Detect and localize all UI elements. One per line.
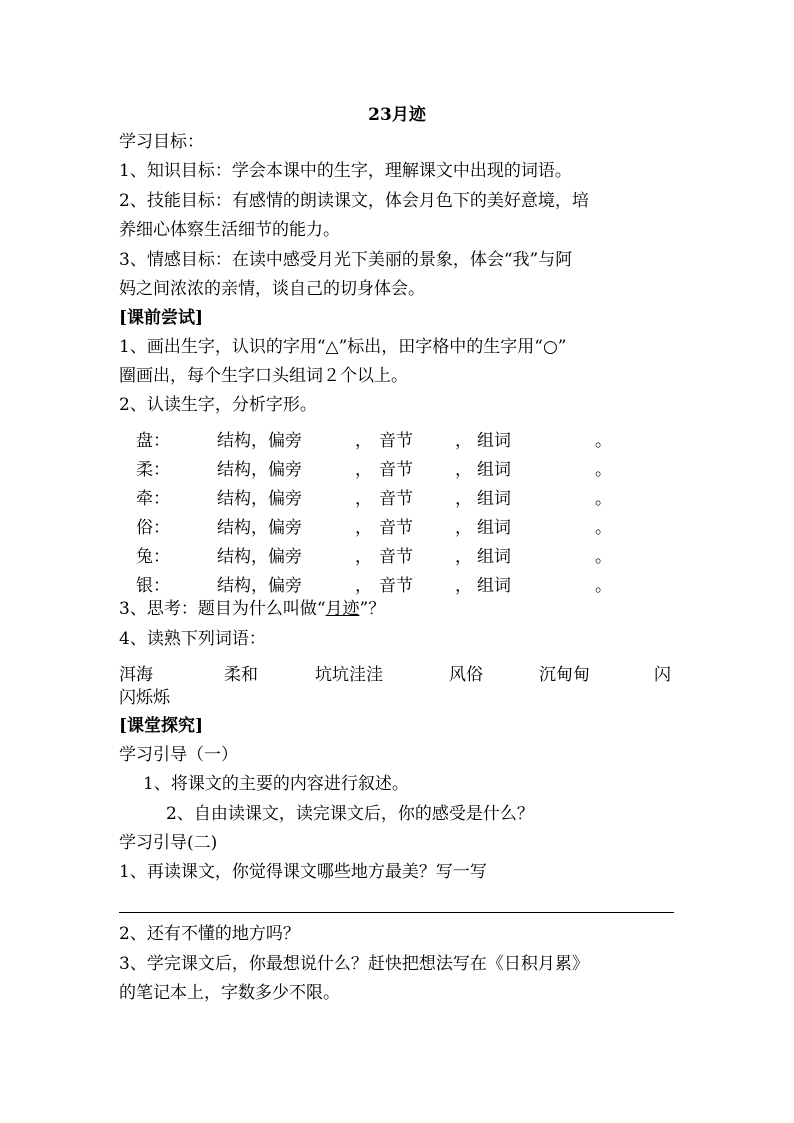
objective-emotion-line1: 3、情感目标：在读中感受月光下美丽的景象，体会“我”与阿 — [119, 250, 573, 270]
structure-field: 结构，偏旁 — [217, 547, 302, 567]
row-end-mark: 。 — [595, 518, 612, 538]
vocab-word: 闪 — [654, 665, 671, 685]
separator: ， — [455, 576, 472, 596]
separator: ， — [455, 489, 472, 509]
objectives-heading: 学习目标： — [119, 132, 204, 152]
sound-field: 音节 — [379, 460, 413, 480]
vocab-word: 沉甸甸 — [539, 665, 590, 685]
answer-line — [119, 912, 674, 913]
pre-class-task3 — [119, 601, 385, 618]
sound-field: 音节 — [379, 489, 413, 509]
row-end-mark: 。 — [595, 489, 612, 509]
task3-underlined-title: 月迹 — [325, 599, 360, 619]
row-end-mark: 。 — [595, 431, 612, 451]
words-field: 组词 — [477, 518, 511, 538]
vocab-word: 柔和 — [224, 665, 258, 685]
pre-class-task4: 4、读熟下列词语： — [119, 629, 266, 649]
objective-knowledge: 1、知识目标：学会本课中的生字，理解课文中出现的词语。 — [119, 161, 572, 181]
char-label: 柔： — [136, 460, 170, 480]
separator: ， — [355, 576, 372, 596]
guide2-item1: 1、再读课文，你觉得课文哪些地方最美？写一写 — [119, 862, 487, 882]
pre-class-task2: 2、认读生字，分析字形。 — [119, 395, 317, 415]
pre-class-task1-line1: 1、画出生字，认识的字用“△”标出，田字格中的生字用“○” — [119, 337, 567, 357]
separator: ， — [355, 518, 372, 538]
structure-field: 结构，偏旁 — [217, 431, 302, 451]
vocabulary-list — [119, 660, 674, 685]
row-end-mark: 。 — [595, 460, 612, 480]
pre-class-heading: [课前尝试] — [119, 308, 204, 328]
separator: ， — [355, 547, 372, 567]
words-field: 组词 — [477, 576, 511, 596]
separator: ， — [355, 431, 372, 451]
lesson-title: 23月迹 — [368, 105, 426, 125]
vocab-word-continued: 闪烁烁 — [119, 688, 170, 708]
guide1-item1: 1、将课文的主要的内容进行叙述。 — [143, 774, 409, 794]
objective-skill-line2: 养细心体察生活细节的能力。 — [119, 220, 340, 240]
words-field: 组词 — [477, 460, 511, 480]
words-field: 组词 — [477, 547, 511, 567]
vocab-word: 风俗 — [449, 665, 483, 685]
separator: ， — [455, 518, 472, 538]
structure-field: 结构，偏旁 — [217, 460, 302, 480]
structure-field: 结构，偏旁 — [217, 489, 302, 509]
separator: ， — [355, 489, 372, 509]
objective-skill-line1: 2、技能目标：有感情的朗读课文，体会月色下的美好意境，培 — [119, 191, 589, 211]
guide2-item3-line2: 的笔记本上，字数多少不限。 — [119, 983, 340, 1003]
row-end-mark: 。 — [595, 576, 612, 596]
guide1-item2: 2、自由读课文，读完课文后，你的感受是什么？ — [166, 804, 534, 824]
sound-field: 音节 — [379, 547, 413, 567]
sound-field: 音节 — [379, 576, 413, 596]
vocab-word: 坑坑洼洼 — [315, 665, 383, 685]
in-class-heading: [课堂探究] — [119, 716, 204, 736]
vocab-word: 洱海 — [119, 665, 153, 685]
char-label: 盘： — [136, 431, 170, 451]
char-label: 银： — [136, 576, 170, 596]
char-label: 牵： — [136, 489, 170, 509]
separator: ， — [455, 431, 472, 451]
objective-emotion-line2: 妈之间浓浓的亲情，谈自己的切身体会。 — [119, 279, 425, 299]
guide2-heading: 学习引导(二) — [119, 833, 218, 853]
sound-field: 音节 — [379, 518, 413, 538]
separator: ， — [355, 460, 372, 480]
separator: ， — [455, 460, 472, 480]
guide1-heading: 学习引导（一） — [119, 745, 238, 765]
task3-suffix: ”？ — [359, 599, 386, 619]
pre-class-task1-line2: 圈画出，每个生字口头组词２个以上。 — [119, 366, 408, 386]
char-label: 兔： — [136, 547, 170, 567]
structure-field: 结构，偏旁 — [217, 576, 302, 596]
guide2-item3-line1: 3、学完课文后，你最想说什么？赶快把想法写在《日积月累》 — [119, 954, 589, 974]
words-field: 组词 — [477, 431, 511, 451]
guide2-item2: 2、还有不懂的地方吗？ — [119, 924, 300, 944]
words-field: 组词 — [477, 489, 511, 509]
task3-prefix: 3、思考：题目为什么叫做“ — [119, 599, 326, 619]
sound-field: 音节 — [379, 431, 413, 451]
separator: ， — [455, 547, 472, 567]
row-end-mark: 。 — [595, 547, 612, 567]
structure-field: 结构，偏旁 — [217, 518, 302, 538]
char-label: 俗： — [136, 518, 170, 538]
